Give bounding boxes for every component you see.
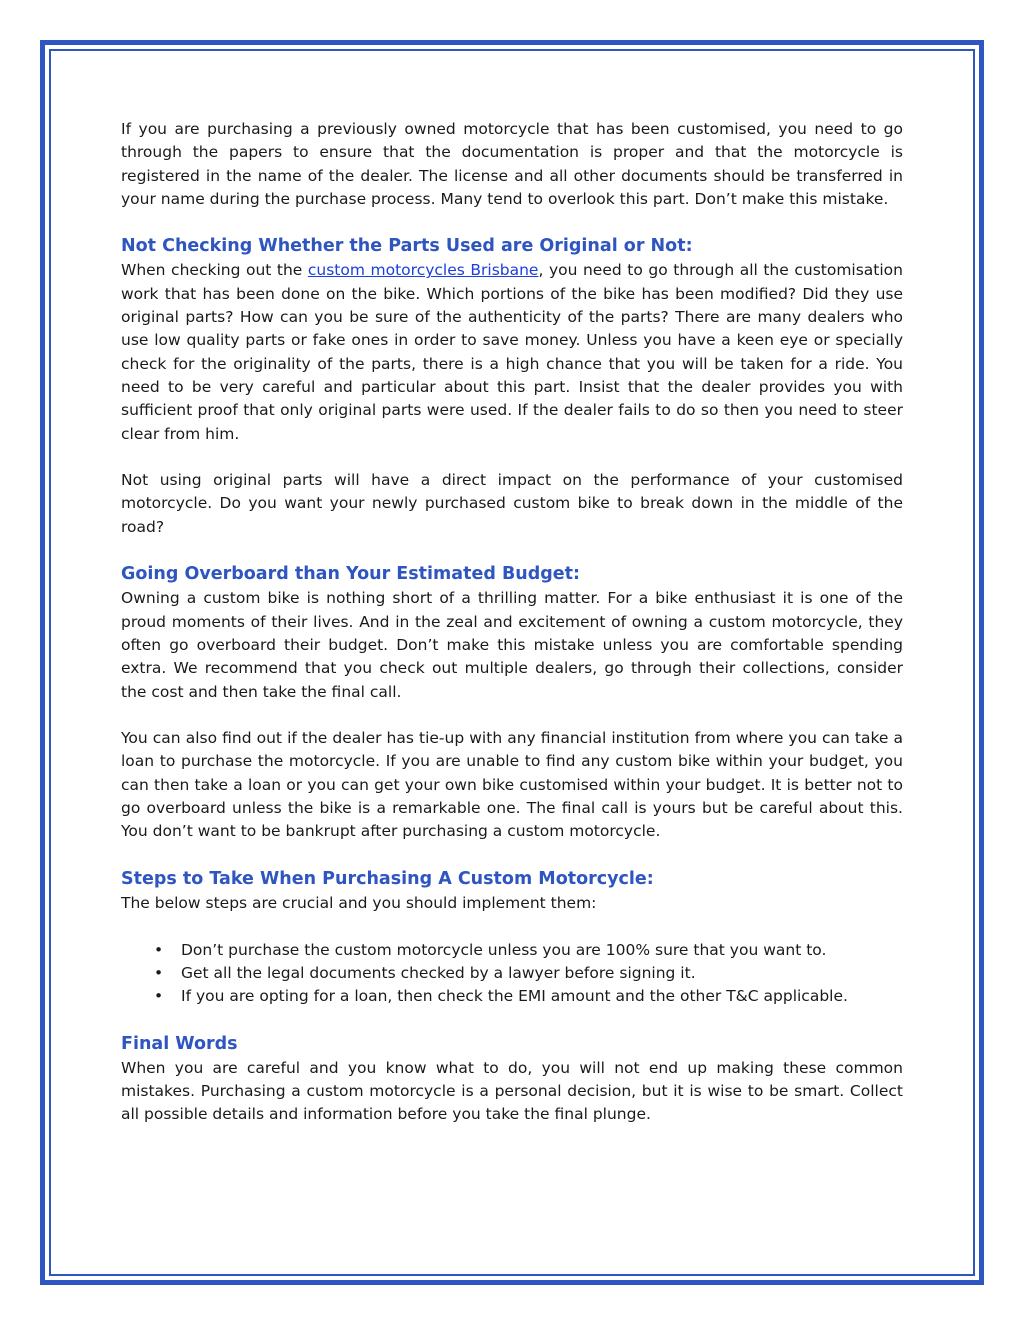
parts-paragraph-1 [121,259,903,445]
bullet-icon: • [154,940,164,959]
final-paragraph: When you are careful and you know what to do, you will not end up making these common mistakes. Purchasing a custom motorcycle is a personal decision, but it is wise to be smart. Collect all possible details and information before you take the final plunge. [121,1058,903,1124]
section-heading-steps: Steps to Take When Purchasing A Custom Motorcycle: [121,868,654,889]
section-heading-budget: Going Overboard than Your Estimated Budget: [121,564,581,585]
section-heading-parts: Not Checking Whether the Parts Used are Original or Not: [121,236,693,257]
list-item-text: Get all the legal documents checked by a lawyer before signing it. [181,963,696,982]
section-heading-final: Final Words [121,1033,238,1054]
parts-paragraph-1-rest: , you need to go through all the customisation work that has been done on the bike. Which portions of the bike has been modified? Did they use original parts? How can you be sure of the authenticity of the parts? There are many dealers who use low quality parts or fake ones in order to save money. Unless you have a keen eye or specially check for the originality of the parts, there is a high chance that you will be taken for a ride. You need to be very careful and particular about this part. Insist that the dealer provides you with sufficient proof that only original parts were used. If the dealer fails to do so then you need to steer clear from him. [121,261,903,443]
steps-intro: The below steps are crucial and you should implement them: [121,893,597,912]
budget-paragraph-1: Owning a custom bike is nothing short of a thrilling matter. For a bike enthusiast it is one of the proud moments of their lives. And in the zeal and excitement of owning a custom motorcycle, they often go overboard their budget. Don’t make this mistake unless you are comfortable spending extra. We recommend that you check out multiple dealers, go through their collections, consider the cost and then take the final call. [121,589,903,701]
steps-list [121,939,903,1009]
document-body [121,118,903,1127]
parts-paragraph-1-lead: When checking out the [121,261,308,280]
list-item-text: Don’t purchase the custom motorcycle unless you are 100% sure that you want to. [181,940,827,959]
list-item [121,939,903,962]
budget-paragraph-2: You can also find out if the dealer has tie-up with any financial institution from where you can take a loan to purchase the motorcycle. If you are unable to find any custom bike within your budget, you can then take a loan or you can get your own bike customised within your budget. It is better not to go overboard unless the bike is a remarkable one. The final call is yours but be careful about this. You don’t want to be bankrupt after purchasing a custom motorcycle. [121,729,903,841]
list-item [121,962,903,985]
custom-motorcycles-brisbane-link[interactable]: custom motorcycles Brisbane [307,261,539,280]
bullet-icon: • [154,987,164,1006]
intro-paragraph: If you are purchasing a previously owned motorcycle that has been customised, you need to go through the papers to ensure that the documentation is proper and that the motorcycle is registered in the name of the dealer. The license and all other documents should be transferred in your name during the purchase process. Many tend to overlook this part. Don’t make this mistake. [121,120,903,208]
list-item-text: If you are opting for a loan, then check the EMI amount and the other T&C applicable. [181,987,848,1006]
parts-paragraph-2: Not using original parts will have a direct impact on the performance of your customised motorcycle. Do you want your newly purchased custom bike to break down in the middle of the road? [121,471,903,536]
bullet-icon: • [154,963,164,982]
list-item [121,985,903,1008]
